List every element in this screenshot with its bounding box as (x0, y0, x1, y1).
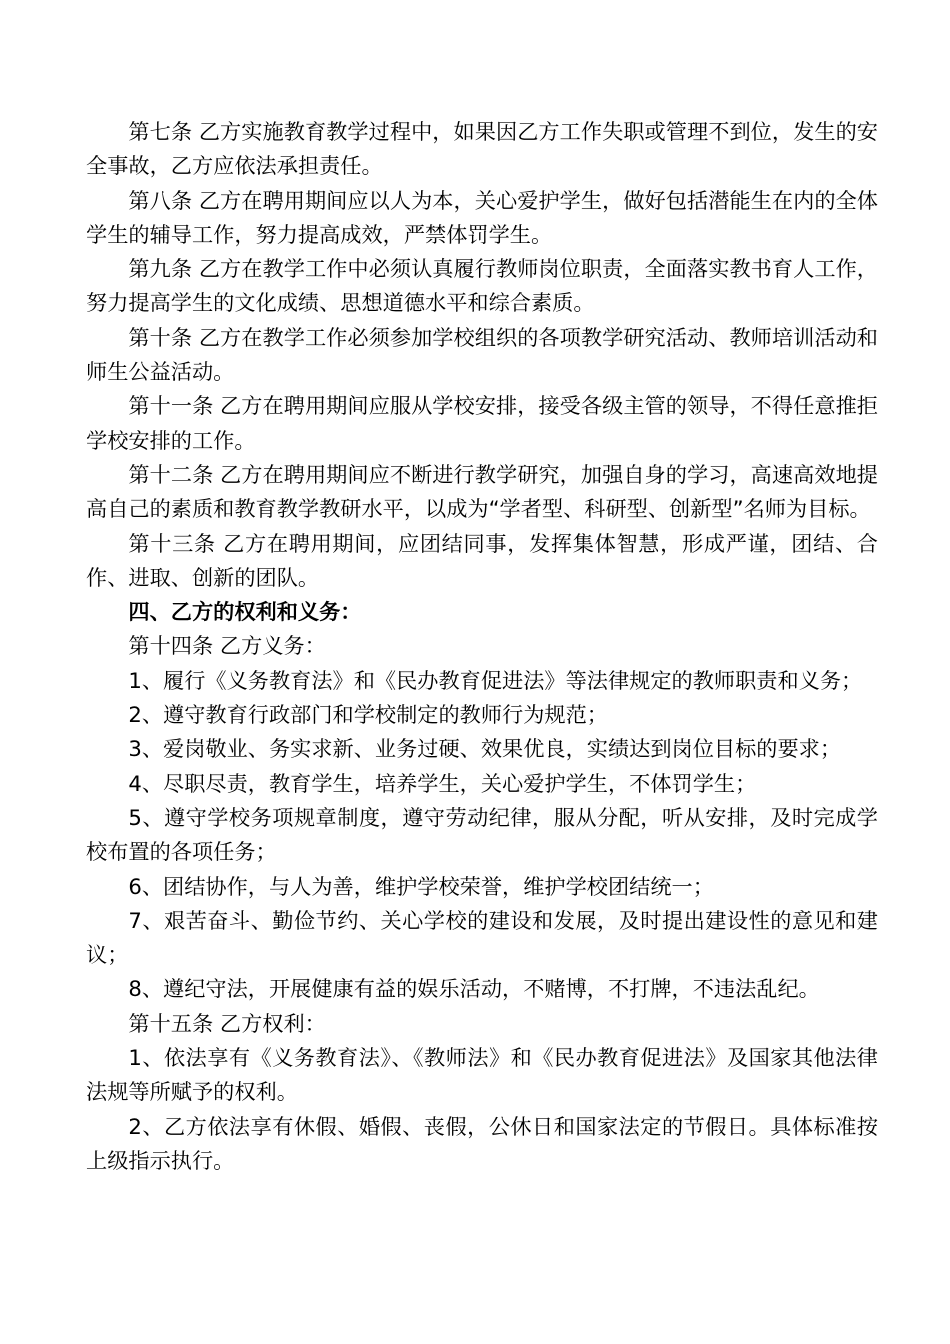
article-13: 第十三条 乙方在聘用期间，应团结同事，发挥集体智慧，形成严谨，团结、合作、进取、创新的团队。 (86, 530, 878, 590)
duty-item-5: 5、遵守学校务项规章制度，遵守劳动纪律，服从分配，听从安排，及时完成学校布置的各项任务； (86, 804, 878, 865)
article-11: 第十一条 乙方在聘用期间应服从学校安排，接受各级主管的领导，不得任意推拒学校安排的工作。 (86, 393, 878, 453)
article-12: 第十二条 乙方在聘用期间应不断进行教学研究，加强自身的学习，高速高效地提高自己的素质和教育教学教研水平，以成为“学者型、科研型、创新型”名师为目标。 (86, 461, 878, 522)
article-10: 第十条 乙方在教学工作必须参加学校组织的各项教学研究活动、教师培训活动和师生公益活动。 (86, 324, 878, 385)
duty-item-2: 2、遵守教育行政部门和学校制定的教师行为规范； (128, 702, 608, 728)
right-item-2: 2、乙方依法享有休假、婚假、丧假，公休日和国家法定的节假日。具体标准按上级指示执行。 (86, 1113, 878, 1173)
article-15-title: 第十五条 乙方权利： (128, 1010, 326, 1036)
duty-item-8: 8、遵纪守法，开展健康有益的娱乐活动，不赌博，不打牌，不违法乱纪。 (128, 976, 820, 1002)
duty-item-6: 6、团结协作，与人为善，维护学校荣誉，维护学校团结统一； (128, 873, 714, 899)
duty-item-3: 3、爱岗敬业、务实求新、业务过硬、效果优良，实绩达到岗位目标的要求； (128, 736, 842, 762)
document-page (86, 115, 878, 1178)
duty-item-4: 4、尽职尽责，教育学生，培养学生，关心爱护学生，不体罚学生； (128, 770, 757, 796)
article-14-title: 第十四条 乙方义务： (128, 633, 326, 659)
section-4-heading: 四、乙方的权利和义务： (128, 599, 362, 625)
right-item-1: 1、依法享有《义务教育法》、《教师法》和《民办教育促进法》及国家其他法律法规等所赋予的权利。 (86, 1045, 878, 1105)
article-7: 第七条 乙方实施教育教学过程中，如果因乙方工作失职或管理不到位，发生的安全事故，乙方应依法承担责任。 (86, 119, 878, 179)
duty-item-1: 1、履行《义务教育法》和《民办教育促进法》等法律规定的教师职责和义务； (128, 667, 863, 693)
article-8: 第八条 乙方在聘用期间应以人为本，关心爱护学生，做好包括潜能生在内的全体学生的辅导工作，努力提高成效，严禁体罚学生。 (86, 187, 878, 247)
article-9: 第九条 乙方在教学工作中必须认真履行教师岗位职责，全面落实教书育人工作，努力提高学生的文化成绩、思想道德水平和综合素质。 (86, 256, 878, 316)
duty-item-7: 7、艰苦奋斗、勤俭节约、关心学校的建设和发展，及时提出建设性的意见和建议； (86, 907, 878, 968)
